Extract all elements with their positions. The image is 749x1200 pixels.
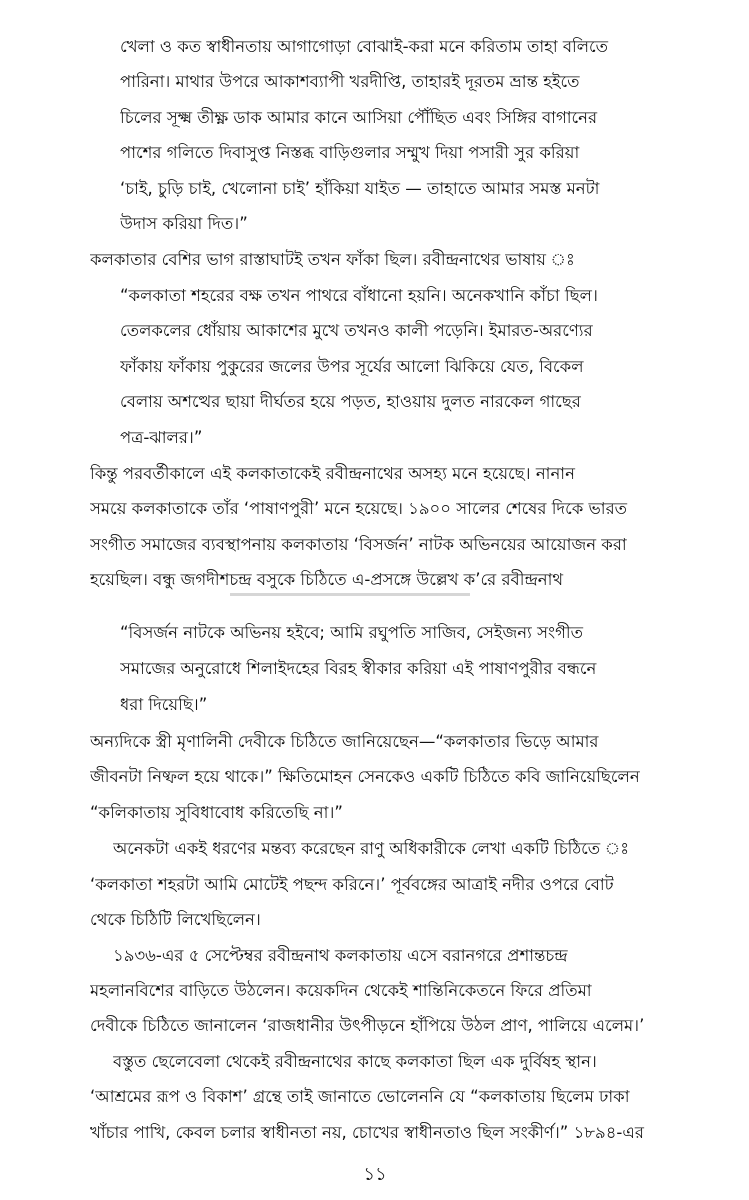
page-number: ১১	[363, 1164, 387, 1185]
scan-artifact	[230, 593, 470, 596]
text-line: জীবনটা নিষ্ফল হয়ে থাকে।” ক্ষিতিমোহন সেনকেও একটি চিঠিতে কবি জানিয়েছিলেন	[90, 767, 640, 786]
text-line: ‘কলকাতা শহরটা আমি মোটেই পছন্দ করিনে।’ পূর্ববঙ্গের আত্রাই নদীর ওপরে বোট	[90, 875, 614, 894]
text-line: উদাস করিয়া দিত।”	[120, 214, 248, 233]
text-line: হয়েছিল। বন্ধু জগদীশচন্দ্র বসুকে চিঠিতে এ-প্রসঙ্গে উল্লেখ ক’রে রবীন্দ্রনাথ	[90, 570, 564, 589]
text-line: “বিসর্জন নাটকে অভিনয় হইবে; আমি রঘুপতি সাজিব, সেইজন্য সংগীত	[120, 623, 583, 642]
text-line: অন্যদিকে স্ত্রী মৃণালিনী দেবীকে চিঠিতে জানিয়েছেন—“কলকাতার ভিড়ে আমার	[90, 732, 599, 751]
text-line: বেলায় অশত্থের ছায়া দীর্ঘতর হয়ে পড়ত, হাওয়ায় দুলত নারকেল গাছের	[120, 392, 581, 411]
text-line: পাশের গলিতে দিবাসুপ্ত নিস্তব্ধ বাড়িগুলার সম্মুখ দিয়া পসারী সুর করিয়া	[120, 143, 580, 162]
text-line: পারিনা। মাথার উপরে আকাশব্যাপী খরদীপ্তি, তাহারই দূরতম ভ্রান্ত হইতে	[120, 72, 580, 91]
text-line: সময়ে কলকাতাকে তাঁর ‘পাষাণপুরী’ মনে হয়েছে। ১৯০০ সালের শেষের দিকে ভারত	[90, 499, 628, 518]
text-line: “কলিকাতায় সুবিধাবোধ করিতেছি না।”	[90, 803, 343, 822]
text-line: অনেকটা একই ধরণের মন্তব্য করেছেন রাণু অধিকারীকে লেখা একটি চিঠিতে ঃ	[113, 839, 630, 858]
text-line: মহলানবিশের বাড়িতে উঠলেন। কয়েকদিন থেকেই শান্তিনিকেতনে ফিরে প্রতিমা	[90, 981, 592, 1000]
text-line: ১৯৩৬-এর ৫ সেপ্টেম্বর রবীন্দ্রনাথ কলকাতায় এসে বরানগরে প্রশান্তচন্দ্র	[113, 946, 568, 965]
text-line: পত্র-ঝালর।”	[120, 428, 203, 447]
text-line: “কলকাতা শহরের বক্ষ তখন পাথরে বাঁধানো হয়নি। অনেকখানি কাঁচা ছিল।	[120, 286, 598, 305]
text-line: কিন্তু পরবর্তীকালে এই কলকাতাকেই রবীন্দ্রনাথের অসহ্য মনে হয়েছে। নানান	[90, 464, 575, 483]
text-line: খাঁচার পাখি, কেবল চলার স্বাধীনতা নয়, চোখের স্বাধীনতাও ছিল সংকীর্ণ।” ১৮৯৪-এর	[90, 1123, 645, 1142]
text-line: ‘চাই, চুড়ি চাই, খেলোনা চাই’ হাঁকিয়া যাইত — তাহাতে আমার সমস্ত মনটা	[120, 179, 600, 198]
text-line: খেলা ও কত স্বাধীনতায় আগাগোড়া বোঝাই-করা মনে করিতাম তাহা বলিতে	[120, 37, 609, 56]
text-line: ‘আশ্রমের রূপ ও বিকাশ’ গ্রন্থে তাই জানাতে ভোলেননি যে “কলকাতায় ছিলেম ঢাকা	[90, 1087, 630, 1106]
text-line: কলকাতার বেশির ভাগ রাস্তাঘাটই তখন ফাঁকা ছিল। রবীন্দ্রনাথের ভাষায় ঃ	[90, 250, 575, 269]
text-line: তেলকলের ধোঁয়ায় আকাশের মুখে তখনও কালী পড়েনি। ইমারত-অরণ্যের	[120, 321, 593, 340]
text-line: চিলের সূক্ষ্ম তীক্ষ্ণ ডাক আমার কানে আসিয়া পৌঁছিত এবং সিঙ্গির বাগানের	[120, 108, 598, 127]
text-line: থেকে চিঠিটি লিখেছিলেন।	[90, 910, 261, 929]
text-line: ধরা দিয়েছি।”	[120, 695, 208, 714]
text-line: সংগীত সমাজের ব্যবস্থাপনায় কলকাতায় ‘বিসর্জন’ নাটক অভিনয়ের আয়োজন করা	[90, 535, 627, 554]
text-line: ফাঁকায় ফাঁকায় পুকুরের জলের উপর সূর্যের আলো ঝিকিয়ে যেত, বিকেল	[120, 357, 584, 376]
text-line: দেবীকে চিঠিতে জানালেন ‘রাজধানীর উৎপীড়নে হাঁপিয়ে উঠল প্রাণ, পালিয়ে এলেম।’	[90, 1016, 645, 1035]
text-line: বস্তুত ছেলেবেলা থেকেই রবীন্দ্রনাথের কাছে কলকাতা ছিল এক দুর্বিষহ স্থান।	[113, 1052, 597, 1071]
text-line: সমাজের অনুরোধে শিলাইদহের বিরহ স্বীকার করিয়া এই পাষাণপুরীর বন্ধনে	[120, 659, 597, 678]
